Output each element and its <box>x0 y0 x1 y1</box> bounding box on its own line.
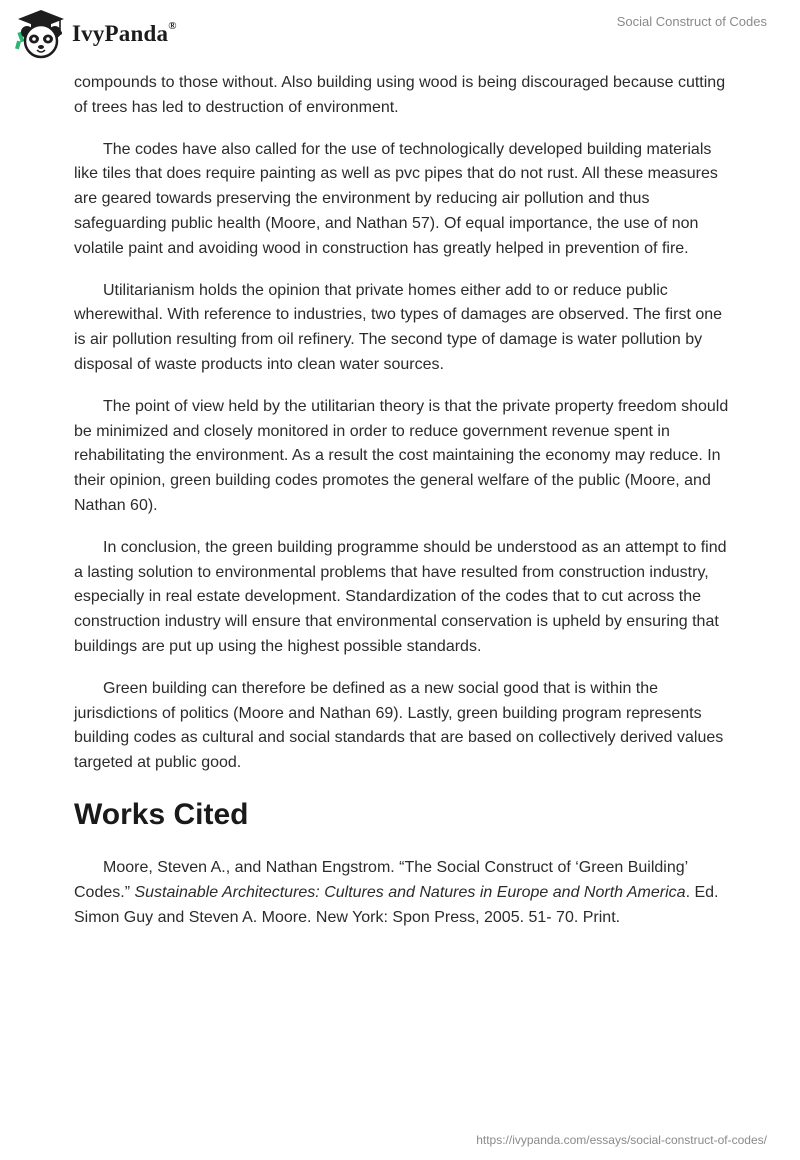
paragraph: Green building can therefore be defined as a new social good that is within the jurisdictions of politics (Moore and Nathan 69). Lastly, green building program represents building codes as cultural and social standards that are based on collectively derived values targeted at public good. <box>74 679 724 772</box>
ivypanda-logo[interactable] <box>14 8 194 60</box>
panda-graduate-icon <box>14 8 68 60</box>
works-cited-heading: Works Cited <box>74 797 249 831</box>
source-url[interactable]: https://ivypanda.com/essays/social-construct-of-codes/ <box>476 1133 767 1147</box>
paragraph: In conclusion, the green building programme should be understood as an attempt to find a lasting solution to environmental problems that have resulted from construction industry, especially in real estate development. Standardization of the codes that to cut across the construction industry will ensure that environmental conservation is upheld by ensuring that buildings are put up using the highest possible standards. <box>74 538 727 655</box>
essay-content <box>74 71 730 947</box>
document-title: Social Construct of Codes <box>616 14 767 29</box>
paragraph: Utilitarianism holds the opinion that private homes either add to or reduce public wherewithal. With reference to industries, two types of damages are observed. The first one is air pollution resulting from oil refinery. The second type of damage is water pollution by disposal of waste products into clean water sources. <box>74 281 723 373</box>
citation-entry: Moore, Steven A., and Nathan Engstrom. “The Social Construct of ‘Green Building’ Codes.” Sustainable Architectures: Cultures and Natures in Europe and North America. Ed. Simon Guy and Steven A. Moore. New York: Spon Press, 2005. 51- 70. Print. <box>74 858 719 926</box>
citation-book-title: Sustainable Architectures: Cultures and Natures in Europe and North America <box>134 883 686 901</box>
paragraph: The codes have also called for the use of technologically developed building materials like tiles that does require painting as well as pvc pipes that do not rust. All these measures are geared towards preserving the environment by reducing air pollution and thus safeguarding public health (Moore, and Nathan 57). Of equal importance, the use of non volatile paint and avoiding wood in construction has greatly helped in prevention of fire. <box>74 140 718 257</box>
paragraph: The point of view held by the utilitarian theory is that the private property freedom should be minimized and closely monitored in order to reduce government revenue spent in rehabilitating the environment. As a result the cost maintaining the economy may reduce. In their opinion, green building codes promotes the general welfare of the public (Moore, and Nathan 60). <box>74 397 729 514</box>
page-header <box>0 0 800 68</box>
paragraph: compounds to those without. Also building using wood is being discouraged because cutting of trees has led to destruction of environment. <box>74 74 726 116</box>
brand-name: IvyPanda® <box>72 20 177 46</box>
